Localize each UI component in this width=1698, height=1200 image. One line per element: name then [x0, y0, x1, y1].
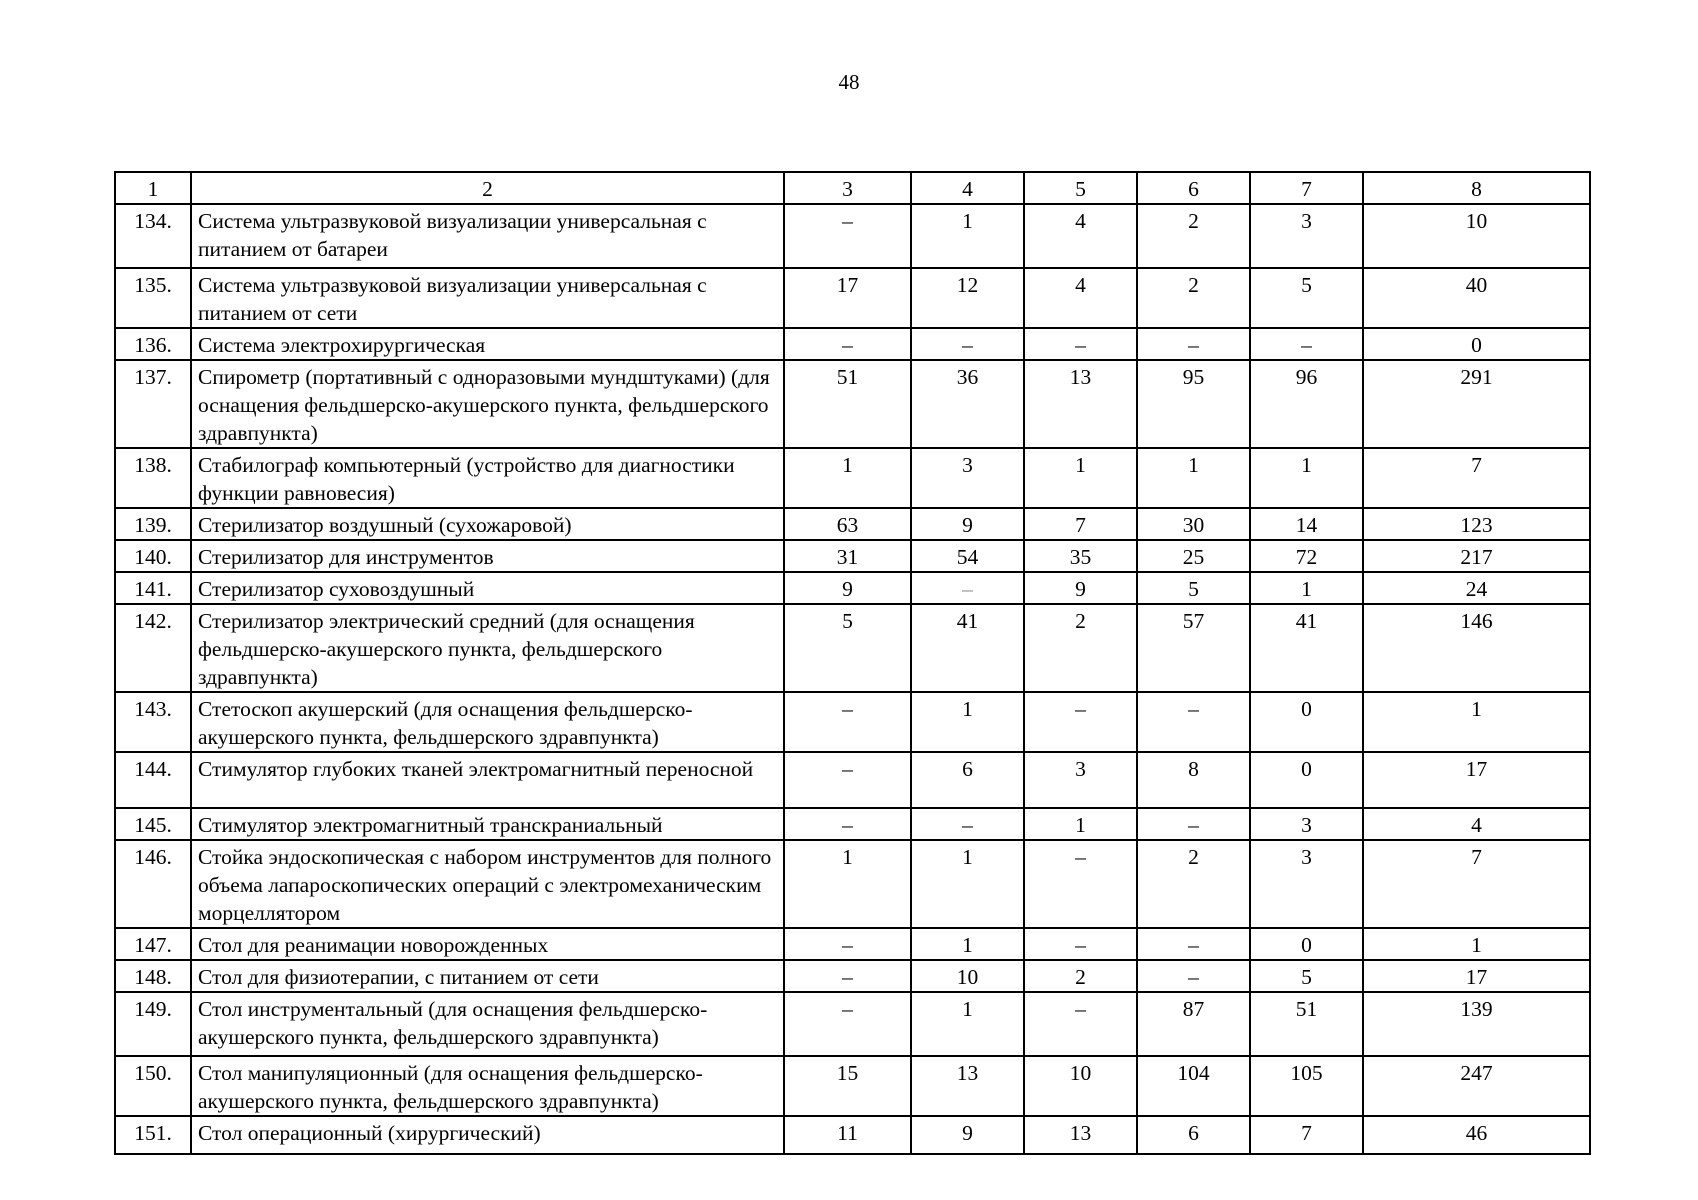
table-row — [115, 960, 1590, 992]
value-cell: 4 — [1024, 204, 1137, 268]
value-cell: – — [1024, 992, 1137, 1056]
value-cell: 104 — [1137, 1056, 1250, 1116]
row-number: 144. — [115, 752, 191, 808]
value-cell: 30 — [1137, 508, 1250, 540]
value-cell: 51 — [1250, 992, 1363, 1056]
value-cell: 13 — [1024, 360, 1137, 448]
row-number: 135. — [115, 268, 191, 328]
value-cell: 3 — [1250, 840, 1363, 928]
table-row — [115, 992, 1590, 1056]
value-cell: 146 — [1363, 604, 1590, 692]
value-cell: 123 — [1363, 508, 1590, 540]
value-cell: 2 — [1024, 960, 1137, 992]
value-cell: 1 — [1250, 572, 1363, 604]
table-row — [115, 268, 1590, 328]
equipment-name: Стол для физиотерапии, с питанием от сети — [191, 960, 784, 992]
value-cell: – — [1024, 928, 1137, 960]
table-row — [115, 572, 1590, 604]
value-cell: 1 — [911, 992, 1024, 1056]
column-header: 3 — [784, 172, 911, 204]
column-header: 6 — [1137, 172, 1250, 204]
equipment-name: Система ультразвуковой визуализации универсальная с питанием от батареи — [191, 204, 784, 268]
row-number: 148. — [115, 960, 191, 992]
value-cell: 10 — [911, 960, 1024, 992]
value-cell: 1 — [784, 448, 911, 508]
value-cell: – — [784, 328, 911, 360]
value-cell: 17 — [1363, 960, 1590, 992]
value-cell: 12 — [911, 268, 1024, 328]
row-number: 139. — [115, 508, 191, 540]
value-cell: 5 — [1250, 960, 1363, 992]
equipment-table — [114, 171, 1591, 1155]
value-cell: 8 — [1137, 752, 1250, 808]
table-row — [115, 1116, 1590, 1154]
value-cell: 17 — [784, 268, 911, 328]
table-row — [115, 540, 1590, 572]
value-cell: 87 — [1137, 992, 1250, 1056]
value-cell: 3 — [1024, 752, 1137, 808]
value-cell: 0 — [1363, 328, 1590, 360]
value-cell: – — [784, 928, 911, 960]
row-number: 136. — [115, 328, 191, 360]
value-cell: 25 — [1137, 540, 1250, 572]
equipment-name: Стимулятор электромагнитный транскраниальный — [191, 808, 784, 840]
value-cell: – — [1250, 328, 1363, 360]
column-header: 8 — [1363, 172, 1590, 204]
value-cell: 10 — [1363, 204, 1590, 268]
table-row — [115, 692, 1590, 752]
value-cell: 105 — [1250, 1056, 1363, 1116]
value-cell: – — [1137, 328, 1250, 360]
value-cell: 1 — [1024, 808, 1137, 840]
page-number: 48 — [838, 70, 860, 94]
value-cell: 5 — [784, 604, 911, 692]
value-cell: 63 — [784, 508, 911, 540]
value-cell: 139 — [1363, 992, 1590, 1056]
table-header-row — [115, 172, 1590, 204]
equipment-name: Стол манипуляционный (для оснащения фельдшерско-акушерского пункта, фельдшерского здравпункта) — [191, 1056, 784, 1116]
value-cell: 15 — [784, 1056, 911, 1116]
row-number: 143. — [115, 692, 191, 752]
row-number: 134. — [115, 204, 191, 268]
value-cell: 1 — [1137, 448, 1250, 508]
row-number: 140. — [115, 540, 191, 572]
value-cell: 51 — [784, 360, 911, 448]
value-cell: 31 — [784, 540, 911, 572]
value-cell: 17 — [1363, 752, 1590, 808]
value-cell: – — [1137, 928, 1250, 960]
equipment-name: Стол инструментальный (для оснащения фельдшерско-акушерского пункта, фельдшерского здравпункта) — [191, 992, 784, 1056]
equipment-name: Стетоскоп акушерский (для оснащения фельдшерско-акушерского пункта, фельдшерского здравпункта) — [191, 692, 784, 752]
value-cell: – — [911, 328, 1024, 360]
value-cell: 54 — [911, 540, 1024, 572]
row-number: 142. — [115, 604, 191, 692]
value-cell: 13 — [1024, 1116, 1137, 1154]
value-cell: 0 — [1250, 928, 1363, 960]
value-cell: 41 — [1250, 604, 1363, 692]
row-number: 138. — [115, 448, 191, 508]
value-cell: 6 — [1137, 1116, 1250, 1154]
table-row — [115, 1056, 1590, 1116]
table-row — [115, 752, 1590, 808]
column-header: 7 — [1250, 172, 1363, 204]
value-cell: 1 — [911, 692, 1024, 752]
value-cell: 7 — [1024, 508, 1137, 540]
value-cell: 2 — [1024, 604, 1137, 692]
row-number: 150. — [115, 1056, 191, 1116]
equipment-name: Стабилограф компьютерный (устройство для диагностики функции равновесия) — [191, 448, 784, 508]
value-cell: 7 — [1363, 840, 1590, 928]
table-row — [115, 204, 1590, 268]
value-cell: 247 — [1363, 1056, 1590, 1116]
value-cell: – — [784, 204, 911, 268]
value-cell: 46 — [1363, 1116, 1590, 1154]
value-cell: – — [1137, 692, 1250, 752]
equipment-name: Система ультразвуковой визуализации универсальная с питанием от сети — [191, 268, 784, 328]
equipment-name: Спирометр (портативный с одноразовыми мундштуками) (для оснащения фельдшерско-акушерского пункта, фельдшерского здравпункта) — [191, 360, 784, 448]
value-cell: 9 — [911, 1116, 1024, 1154]
value-cell: 13 — [911, 1056, 1024, 1116]
value-cell: 2 — [1137, 204, 1250, 268]
value-cell: – — [911, 808, 1024, 840]
row-number: 141. — [115, 572, 191, 604]
value-cell: 35 — [1024, 540, 1137, 572]
value-cell: 9 — [784, 572, 911, 604]
table-row — [115, 808, 1590, 840]
table-row — [115, 328, 1590, 360]
value-cell: 2 — [1137, 268, 1250, 328]
value-cell: 5 — [1137, 572, 1250, 604]
value-cell: 1 — [1363, 692, 1590, 752]
value-cell: 2 — [1137, 840, 1250, 928]
value-cell: 1 — [911, 928, 1024, 960]
column-header: 1 — [115, 172, 191, 204]
value-cell: 40 — [1363, 268, 1590, 328]
table-row — [115, 508, 1590, 540]
equipment-name: Стерилизатор для инструментов — [191, 540, 784, 572]
value-cell: 7 — [1250, 1116, 1363, 1154]
value-cell: – — [784, 808, 911, 840]
value-cell: 41 — [911, 604, 1024, 692]
value-cell: – — [784, 960, 911, 992]
table-row — [115, 448, 1590, 508]
row-number: 137. — [115, 360, 191, 448]
value-cell: – — [784, 752, 911, 808]
value-cell: 11 — [784, 1116, 911, 1154]
value-cell: 6 — [911, 752, 1024, 808]
value-cell: 4 — [1363, 808, 1590, 840]
equipment-name: Стойка эндоскопическая с набором инструментов для полного объема лапароскопических операций с электромеханическим морцеллятором — [191, 840, 784, 928]
row-number: 151. — [115, 1116, 191, 1154]
table-row — [115, 604, 1590, 692]
table-row — [115, 928, 1590, 960]
value-cell: 96 — [1250, 360, 1363, 448]
value-cell: 1 — [911, 840, 1024, 928]
value-cell: 14 — [1250, 508, 1363, 540]
value-cell: – — [784, 692, 911, 752]
value-cell: 291 — [1363, 360, 1590, 448]
value-cell: 1 — [911, 204, 1024, 268]
value-cell: 36 — [911, 360, 1024, 448]
value-cell: – — [784, 992, 911, 1056]
value-cell: – — [1024, 692, 1137, 752]
column-header: 2 — [191, 172, 784, 204]
value-cell: 1 — [1250, 448, 1363, 508]
value-cell: 1 — [1363, 928, 1590, 960]
value-cell: 24 — [1363, 572, 1590, 604]
value-cell: – — [911, 572, 1024, 604]
value-cell: 0 — [1250, 692, 1363, 752]
value-cell: 10 — [1024, 1056, 1137, 1116]
value-cell: 3 — [911, 448, 1024, 508]
value-cell: 57 — [1137, 604, 1250, 692]
table-row — [115, 840, 1590, 928]
value-cell: 3 — [1250, 204, 1363, 268]
equipment-name: Стерилизатор электрический средний (для оснащения фельдшерско-акушерского пункта, фельдшерского здравпункта) — [191, 604, 784, 692]
value-cell: 9 — [1024, 572, 1137, 604]
value-cell: 72 — [1250, 540, 1363, 572]
value-cell: 3 — [1250, 808, 1363, 840]
value-cell: 217 — [1363, 540, 1590, 572]
value-cell: 1 — [1024, 448, 1137, 508]
column-header: 5 — [1024, 172, 1137, 204]
value-cell: – — [1024, 840, 1137, 928]
equipment-name: Стол для реанимации новорожденных — [191, 928, 784, 960]
equipment-name: Стерилизатор суховоздушный — [191, 572, 784, 604]
value-cell: – — [1137, 808, 1250, 840]
value-cell: 7 — [1363, 448, 1590, 508]
value-cell: 5 — [1250, 268, 1363, 328]
value-cell: – — [1137, 960, 1250, 992]
value-cell: 1 — [784, 840, 911, 928]
value-cell: 4 — [1024, 268, 1137, 328]
row-number: 146. — [115, 840, 191, 928]
value-cell: 9 — [911, 508, 1024, 540]
row-number: 145. — [115, 808, 191, 840]
equipment-name: Стимулятор глубоких тканей электромагнитный переносной — [191, 752, 784, 808]
row-number: 147. — [115, 928, 191, 960]
table-row — [115, 360, 1590, 448]
row-number: 149. — [115, 992, 191, 1056]
value-cell: 95 — [1137, 360, 1250, 448]
equipment-name: Стерилизатор воздушный (сухожаровой) — [191, 508, 784, 540]
equipment-name: Стол операционный (хирургический) — [191, 1116, 784, 1154]
column-header: 4 — [911, 172, 1024, 204]
value-cell: – — [1024, 328, 1137, 360]
value-cell: 0 — [1250, 752, 1363, 808]
equipment-name: Система электрохирургическая — [191, 328, 784, 360]
